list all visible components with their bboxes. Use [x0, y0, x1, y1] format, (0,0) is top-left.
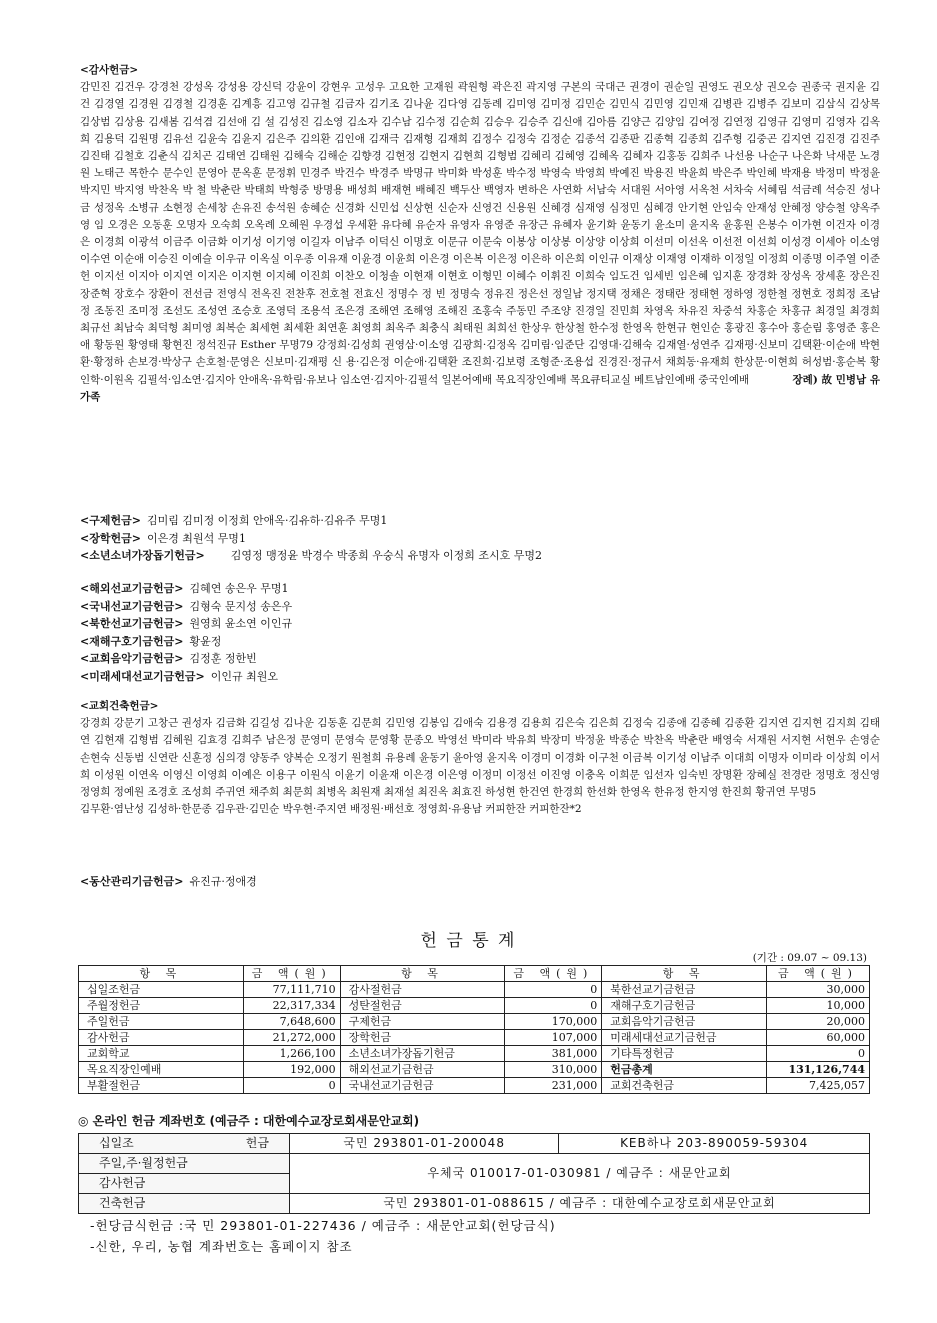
stat-amount: 21,272,000 — [243, 1030, 340, 1046]
stat-item: 주월정헌금 — [79, 998, 244, 1014]
stat-amount: 7,425,057 — [767, 1078, 870, 1094]
table-row — [79, 1030, 870, 1046]
offering-line: <장학헌금> 이은경 최원석 무명1 — [80, 531, 246, 545]
table-header-row — [79, 966, 870, 982]
stat-amount: 0 — [505, 982, 602, 998]
table-row — [79, 1062, 870, 1078]
stat-amount: 77,111,710 — [243, 982, 340, 998]
mission-funds-section — [80, 580, 880, 685]
stat-amount: 381,000 — [505, 1046, 602, 1062]
stat-amount: 0 — [243, 1078, 340, 1094]
offering-line: <구제헌금> 김미림 김미정 이정희 안애옥·김유하·김유주 무명1 — [80, 514, 388, 527]
table-row — [79, 1078, 870, 1094]
stat-amount: 7,648,600 — [243, 1014, 340, 1030]
header-item: 항 목 — [79, 966, 244, 982]
section-label: <감사헌금> — [80, 64, 139, 76]
note-line: -헌당금식헌금 :국 민 293801-01-227436 / 예금주 : 새문안교회(헌당금식) — [90, 1218, 556, 1233]
stat-amount: 22,317,334 — [243, 998, 340, 1014]
stat-item: 북한선교기금헌금 — [602, 982, 767, 998]
account-row — [79, 1194, 870, 1214]
stat-item: 장학헌금 — [340, 1030, 505, 1046]
offering-line: <소년소녀가장돕기헌금> 김영정 맹정윤 박경수 박종희 우숭식 유명자 이정희 조시호 무명2 — [80, 549, 542, 562]
thanksgiving-offering-section — [80, 62, 880, 406]
stat-amount: 107,000 — [505, 1030, 602, 1046]
section-label: <교회건축헌금> — [80, 700, 159, 712]
donor-names-couples: 김무환·염난성 김성하·한문종 김우관·김민순 박우현·주지연 배정원·배선호 정영희·유용남 커피한잔 커피한잔*2 — [80, 803, 582, 816]
table-row — [79, 982, 870, 998]
account-label: 주일,주·월정헌금 — [79, 1154, 290, 1174]
stat-item: 주일헌금 — [79, 1014, 244, 1030]
offering-line: <북한선교기금헌금> 원영희 윤소연 이인규 — [80, 617, 293, 630]
stat-item: 구제헌금 — [340, 1014, 505, 1030]
account-number: KEB하나 203-890059-59304 — [559, 1134, 870, 1154]
donor-names — [80, 79, 880, 406]
table-row — [79, 1046, 870, 1062]
stat-item: 교회음악기금헌금 — [602, 1014, 767, 1030]
stat-item: 헌금총계 — [602, 1062, 767, 1078]
offering-stats-table — [78, 965, 870, 1094]
header-item: 항 목 — [340, 966, 505, 982]
funeral-note: 장례) 故 민병남 유가족 — [80, 373, 880, 403]
donor-list: 감민진 김건우 강경천 강성옥 강성용 강신덕 강윤이 강현우 고성우 고요한 고재원 곽원형 곽은진 곽지영 구본의 국대근 권경이 권순일 권영도 권오상 권오승 권종국 권지윤 김 건 김경열 김경원 김경철 김경훈 김계흥 김고영 김규철 김금자 김기조 김나윤 김다영 김동례 김미영 김미정 김민순 김민식 김민영 김민재 김병관 김병주 김보미 김삼식 김상목 김상범 김상용 김새봄 김석겸 김선애 김 설 김성진 김소영 김소자 김수남 김수정 김순희 김승우 김승주 김신애 김아름 김양근 김양임 김여정 김연정 김영규 김영미 김영자 김옥희 김용덕 김원명 김유선 김윤숙 김윤지 김은주 김의환 김인애 김재극 김재형 김재희 김정수 김정숙 김정순 김종석 김종판 김종혁 김종희 김주형 김중곤 김지연 김진경 김진주 김진태 김철호 김춘식 김치곤 김태연 김태원 김해숙 김해순 김향경 김현정 김현지 김현희 김형범 김혜리 김혜영 김혜옥 김혜자 김홍동 김희주 나선용 나순구 나은화 낙새문 노경원 노태근 목한수 문수인 문영아 문옥훈 문정휘 민경주 박건수 박경주 박명규 박미화 박성훈 박수정 박영숙 박영희 박예진 박용진 박윤희 박은주 박인혜 박재용 박정미 박정윤 박지민 박지영 박찬옥 박 철 박춘란 박태희 박형중 방명용 배성희 배재현 배혜진 백두산 백영자 변하은 사연화 서남숙 서대원 서아영 서옥천 서차숙 서혜림 석금례 석승진 성나금 성정옥 소병규 소현정 손세창 손유진 송석원 송혜순 신경화 신민섭 신상현 신순자 신영건 신용원 신혜경 심재영 심정민 심혜경 안기현 안임숙 안재성 안혜정 양승철 양옥주 영 임 오경은 오동훈 오명자 오숙희 오옥례 오혜원 우경섭 우세환 유다혜 유순자 유영자 유영준 유장근 유혜자 윤기화 윤동기 윤소미 윤지옥 윤홍원 은봉수 이가현 이건자 이경은 이경희 이광석 이금주 이금화 이기성 이기영 이길자 이남주 이덕신 이명호 이문규 이문숙 이봉상 이상봉 이상양 이상희 이선미 이선옥 이선전 이선희 이성경 이세아 이소영 이수연 이순애 이승진 이예슬 이우규 이옥실 이우종 이유재 이윤경 이윤희 이은경 이은복 이은정 이은하 이은희 이인규 이재상 이재영 이재하 이정일 이정희 이종명 이주열 이준헌 이지선 이지아 이지연 이지은 이지현 이지혜 이진희 이찬오 이청솔 이현재 이현호 이형민 이혜수 이휘진 이희숙 임도건 임세빈 임은혜 임지훈 장경화 장성옥 장세훈 장은진 장준혁 장호수 장환이 전선금 전영식 전옥진 전찬후 전호철 전효신 정명수 정 빈 정명숙 정유진 정은선 정일남 정지택 정채은 정태란 정태현 정하영 정한철 정현호 정희정 조남정 조동진 조미정 조선도 조성연 조승호 조영덕 조용석 조은경 조해연 조해영 조해진 조홍숙 주동민 주조양 진경일 진민희 차영옥 차유진 차중석 차홍순 차홍규 최경일 최경희 최규선 최남숙 최덕형 최미영 최복순 최세현 최세환 최연훈 최영희 최옥주 최충식 최태원 최희선 한상우 한상철 한수정 한영옥 한현규 현인순 홍광진 홍수아 홍순림 홍영준 홍은애 황동원 황영태 황현진 정석진규 Esther 무명79 강정희·김성희 권영삼·이소영 김광희·김정옥 김미림·임준단 김영대·김해숙 김재열·성연주 김재평·신보미 김택환·이순애 박현환·황정하 손보경·박상구 손호철·문영은 신보미·김재평 신 용·김은정 이순애·김택환 조진희·김보령 조형준·조용섭 진경진·정규서 채희동·유재희 한상문·이현희 허성범·홍순복 황인학·이원옥 김필석·임소연·김지아 안애옥·유학림·유보나 임소연·김지아·김필석 일본어예배 목요직장인예배 목요큐티교실 베트남인예배 중국인예배 — [80, 81, 880, 386]
online-accounts-title: ◎ 온라인 헌금 계좌번호 (예금주 : 대한예수교장로회새문안교회) — [78, 1114, 420, 1128]
offering-line: <재해구호기금헌금> 황윤정 — [80, 634, 222, 648]
header-amount: 금 액(원) — [767, 966, 870, 982]
account-label: 건축헌금 — [79, 1194, 290, 1214]
stat-item: 십일조헌금 — [79, 982, 244, 998]
header-amount: 금 액(원) — [505, 966, 602, 982]
account-number: 우체국 010017-01-030981 / 예금주 : 새문안교회 — [290, 1154, 870, 1194]
note-line: -신한, 우리, 농협 계좌번호는 홈페이지 참조 — [90, 1239, 353, 1254]
account-label: 십일조 헌금 — [79, 1134, 290, 1154]
stat-item: 교회건축헌금 — [602, 1078, 767, 1094]
notes — [90, 1215, 556, 1257]
stat-amount: 170,000 — [505, 1014, 602, 1030]
building-offering-section — [80, 698, 880, 818]
stat-item: 소년소녀가장돕기헌금 — [340, 1046, 505, 1062]
stats-period: (기간 : 09.07 ~ 09.13) — [752, 952, 867, 964]
stats-title: 헌 금 통 계 — [420, 931, 517, 951]
offering-line: <미래세대선교기금헌금> 이인규 최원오 — [80, 669, 278, 683]
stat-amount: 310,000 — [505, 1062, 602, 1078]
header-amount: 금 액(원) — [243, 966, 340, 982]
offering-line: <동산관리기금헌금> 유진규·정애경 — [80, 875, 257, 888]
stats-body — [79, 982, 870, 1094]
account-label: 감사헌금 — [79, 1174, 290, 1194]
account-row — [79, 1154, 870, 1174]
stat-item: 감사헌금 — [79, 1030, 244, 1046]
stat-amount: 131,126,744 — [767, 1062, 870, 1078]
donor-names: 강경희 강문기 고창근 권성자 김금화 김길성 김나운 김동훈 김문희 김민영 김봉임 김애숙 김용경 김용희 김은숙 김은희 김정숙 김종애 김종혜 김종환 김지연 김지현 김지희 김태연 김현재 김형범 김혜원 김효경 김희주 남은정 문영미 문영숙 문영황 문종오 박영선 박미라 박유희 박장미 박정윤 박종순 박찬옥 박춘란 배영숙 서재원 서지현 서현우 손영순 손현숙 신동범 신연란 신훈정 심의경 양동주 양복순 오정기 원철희 유용례 윤동기 윤아영 윤지옥 이경미 이경화 이구천 이금복 이기성 이남주 이대희 이명자 이미라 이상희 이서희 이성원 이연옥 이영신 이영희 이예은 이용구 이원식 이윤기 이윤재 이은경 이은영 이정미 이정선 이진영 이충옥 이희문 임선자 임숙빈 장명환 장혜실 전경란 정명호 정신영 정영희 정예원 조경호 조성희 주귀연 채주희 최문희 최병옥 최원재 최재설 최진옥 최효진 하성현 한건연 한경희 한선화 한영옥 한유정 한지영 한진희 황귀연 무명5 — [80, 717, 880, 799]
offering-line: <교회음악기금헌금> 김정훈 정한빈 — [80, 652, 257, 665]
table-row — [79, 1014, 870, 1030]
stat-item: 재해구호기금헌금 — [602, 998, 767, 1014]
offering-line: <해외선교기금헌금> 김혜연 송은우 무명1 — [80, 582, 289, 595]
grounds-fund-section — [80, 873, 880, 891]
stat-amount: 30,000 — [767, 982, 870, 998]
stat-amount: 0 — [767, 1046, 870, 1062]
stat-amount: 60,000 — [767, 1030, 870, 1046]
online-accounts-table — [78, 1133, 870, 1214]
stat-amount: 192,000 — [243, 1062, 340, 1078]
relief-scholarship-section — [80, 512, 880, 565]
stat-item: 성탄절헌금 — [340, 998, 505, 1014]
offering-line: <국내선교기금헌금> 김형숙 문지성 송은우 — [80, 599, 293, 613]
stat-item: 목요직장인예배 — [79, 1062, 244, 1078]
stat-amount: 20,000 — [767, 1014, 870, 1030]
stat-amount: 1,266,100 — [243, 1046, 340, 1062]
stat-item: 해외선교기금헌금 — [340, 1062, 505, 1078]
account-row — [79, 1134, 870, 1154]
header-item: 항 목 — [602, 966, 767, 982]
stat-amount: 0 — [505, 998, 602, 1014]
stat-amount: 231,000 — [505, 1078, 602, 1094]
table-row — [79, 998, 870, 1014]
stat-amount: 10,000 — [767, 998, 870, 1014]
stat-item: 감사절헌금 — [340, 982, 505, 998]
stat-item: 교회학교 — [79, 1046, 244, 1062]
stat-item: 부활절헌금 — [79, 1078, 244, 1094]
account-number: 국민 293801-01-088615 / 예금주 : 대한예수교장로회새문안교회 — [290, 1194, 870, 1214]
account-number: 국민 293801-01-200048 — [290, 1134, 559, 1154]
stat-item: 국내선교기금헌금 — [340, 1078, 505, 1094]
stat-item: 기타특정헌금 — [602, 1046, 767, 1062]
stat-item: 미래세대선교기금헌금 — [602, 1030, 767, 1046]
